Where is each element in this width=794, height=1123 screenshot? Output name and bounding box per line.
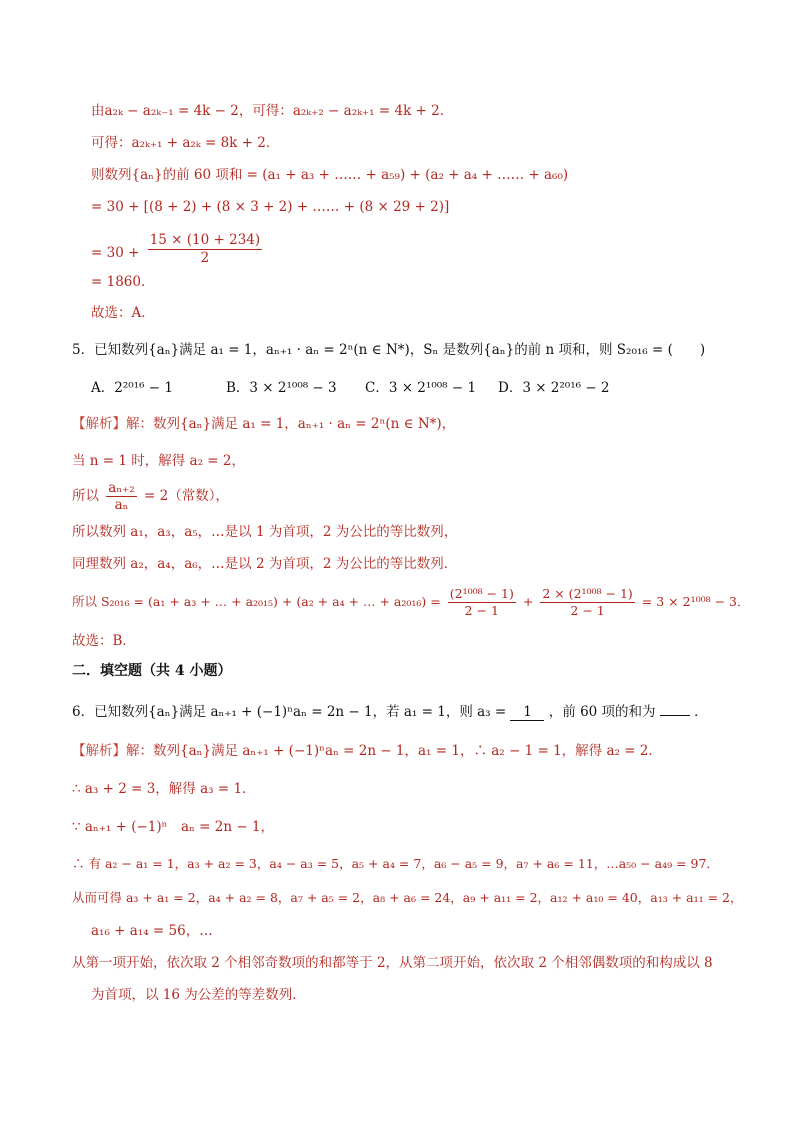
solution-line: ∵ aₙ₊₁ + (−1)ⁿ aₙ = 2n − 1， [72,819,275,835]
fraction-expression [72,586,750,619]
expression-prefix: 所以 S₂₀₁₆ = (a₁ + a₃ + … + a₂₀₁₅) + (a₂ + a₄ + … + a₂₀₁₆) = [72,594,441,609]
expression-prefix: = 30 + [91,245,140,261]
fraction [540,586,635,619]
answer-blank-2 [660,701,690,716]
solution-line: 则数列{aₙ}的前 60 项和 = (a₁ + a₃ + …… + a₅₉) + (a₂ + a₄ + …… + a₆₀) [91,167,569,183]
solution-line: = 1860． [91,274,155,290]
option-d: D．3 × 2²⁰¹⁶ − 2 [498,380,610,396]
fraction-numerator: 2 × (2¹⁰⁰⁸ − 1) [542,586,633,601]
option-b: B．3 × 2¹⁰⁰⁸ − 3 [226,380,337,396]
solution-line: 所以数列 a₁，a₃，a₅，…是以 1 为首项，2 为公比的等比数列， [72,524,458,540]
solution-line: = 30 + [(8 + 2) + (8 × 3 + 2) + …… + (8 × 29 + 2)] [91,199,450,215]
question-text: ，前 60 项的和为 [548,704,656,720]
fraction [106,480,136,513]
solution-line: 为首项，以 16 为公差的等差数列． [91,987,306,1003]
solution-line: ∴ a₃ + 2 = 3，解得 a₃ = 1． [72,781,256,797]
analysis-tag: 【解析】 [72,743,126,759]
fraction-numerator: aₙ₊₂ [108,480,135,496]
solution-6-line [72,741,662,761]
fraction [148,232,262,267]
fraction-denominator: 2 − 1 [570,603,605,618]
solution-line: 可得：a₂ₖ₊₁ + a₂ₖ = 8k + 2． [91,135,280,151]
expression-suffix: = 3 × 2¹⁰⁰⁸ − 3． [641,594,750,609]
solution-line: 当 n = 1 时，解得 a₂ = 2， [72,453,245,469]
fraction-expression [72,480,229,513]
solution-5-line [72,414,455,434]
solution-line: 故选：A． [91,305,155,321]
solution-line: 同理数列 a₂，a₄，a₆，…是以 2 为首项，2 为公比的等比数列． [72,556,458,572]
fraction-denominator: 2 [200,250,210,266]
fraction-denominator: 2 − 1 [464,603,499,618]
option-a: A．2²⁰¹⁶ − 1 [91,380,173,396]
section-heading: 二．填空题（共 4 小题） [72,663,232,679]
solution-line: 由a₂ₖ − a₂ₖ₋₁ = 4k − 2，可得：a₂ₖ₊₂ − a₂ₖ₊₁ = 4k + 2． [91,103,454,119]
question-6-stem [72,701,708,722]
question-text: 6．已知数列{aₙ}满足 aₙ₊₁ + (−1)ⁿaₙ = 2n − 1，若 a₁ = 1，则 a₃ = [72,704,507,720]
fraction-numerator: (2¹⁰⁰⁸ − 1) [449,586,514,601]
expression-suffix: = 2（常数）， [144,488,229,504]
fraction-numerator: 15 × (10 + 234) [149,232,261,248]
plus-sign: + [522,594,534,609]
answer-blank-1: 1 [510,704,544,721]
question-text: ． [694,704,708,720]
solution-text: 解：数列{aₙ}满足 a₁ = 1，aₙ₊₁ · aₙ = 2ⁿ(n ∈ N*)， [126,416,456,432]
fraction-denominator: aₙ [114,497,129,513]
solution-line: ∴ 有 a₂ − a₁ = 1，a₃ + a₂ = 3，a₄ − a₃ = 5，a₅ + a₄ = 7，a₆ − a₅ = 9，a₇ + a₆ = 11，…a₅₀ − a₄₉ = 97． [72,856,719,871]
fraction [448,586,516,619]
solution-line: 从而可得 a₃ + a₁ = 2，a₄ + a₂ = 8，a₇ + a₅ = 2，a₈ + a₆ = 24，a₉ + a₁₁ = 2，a₁₂ + a₁₀ = 40，a₁₃ + a₁₁ = 2， [72,890,743,905]
solution-line: 故选：B． [72,633,136,649]
solution-line: a₁₆ + a₁₄ = 56，… [91,923,213,939]
expression-prefix: 所以 [72,488,99,504]
solution-text: 解：数列{aₙ}满足 aₙ₊₁ + (−1)ⁿaₙ = 2n − 1，a₁ = 1，∴ a₂ − 1 = 1，解得 a₂ = 2． [126,743,662,759]
option-c: C．3 × 2¹⁰⁰⁸ − 1 [365,380,477,396]
analysis-tag: 【解析】 [72,416,126,432]
solution-line: 从第一项开始，依次取 2 个相邻奇数项的和都等于 2，从第二项开始，依次取 2 个相邻偶数项的和构成以 8 [72,955,713,971]
question-5-stem: 5．已知数列{aₙ}满足 a₁ = 1，aₙ₊₁ · aₙ = 2ⁿ(n ∈ N*)，Sₙ 是数列{aₙ}的前 n 项和，则 S₂₀₁₆ = ( ) [72,342,706,358]
fraction-expression [91,232,262,267]
